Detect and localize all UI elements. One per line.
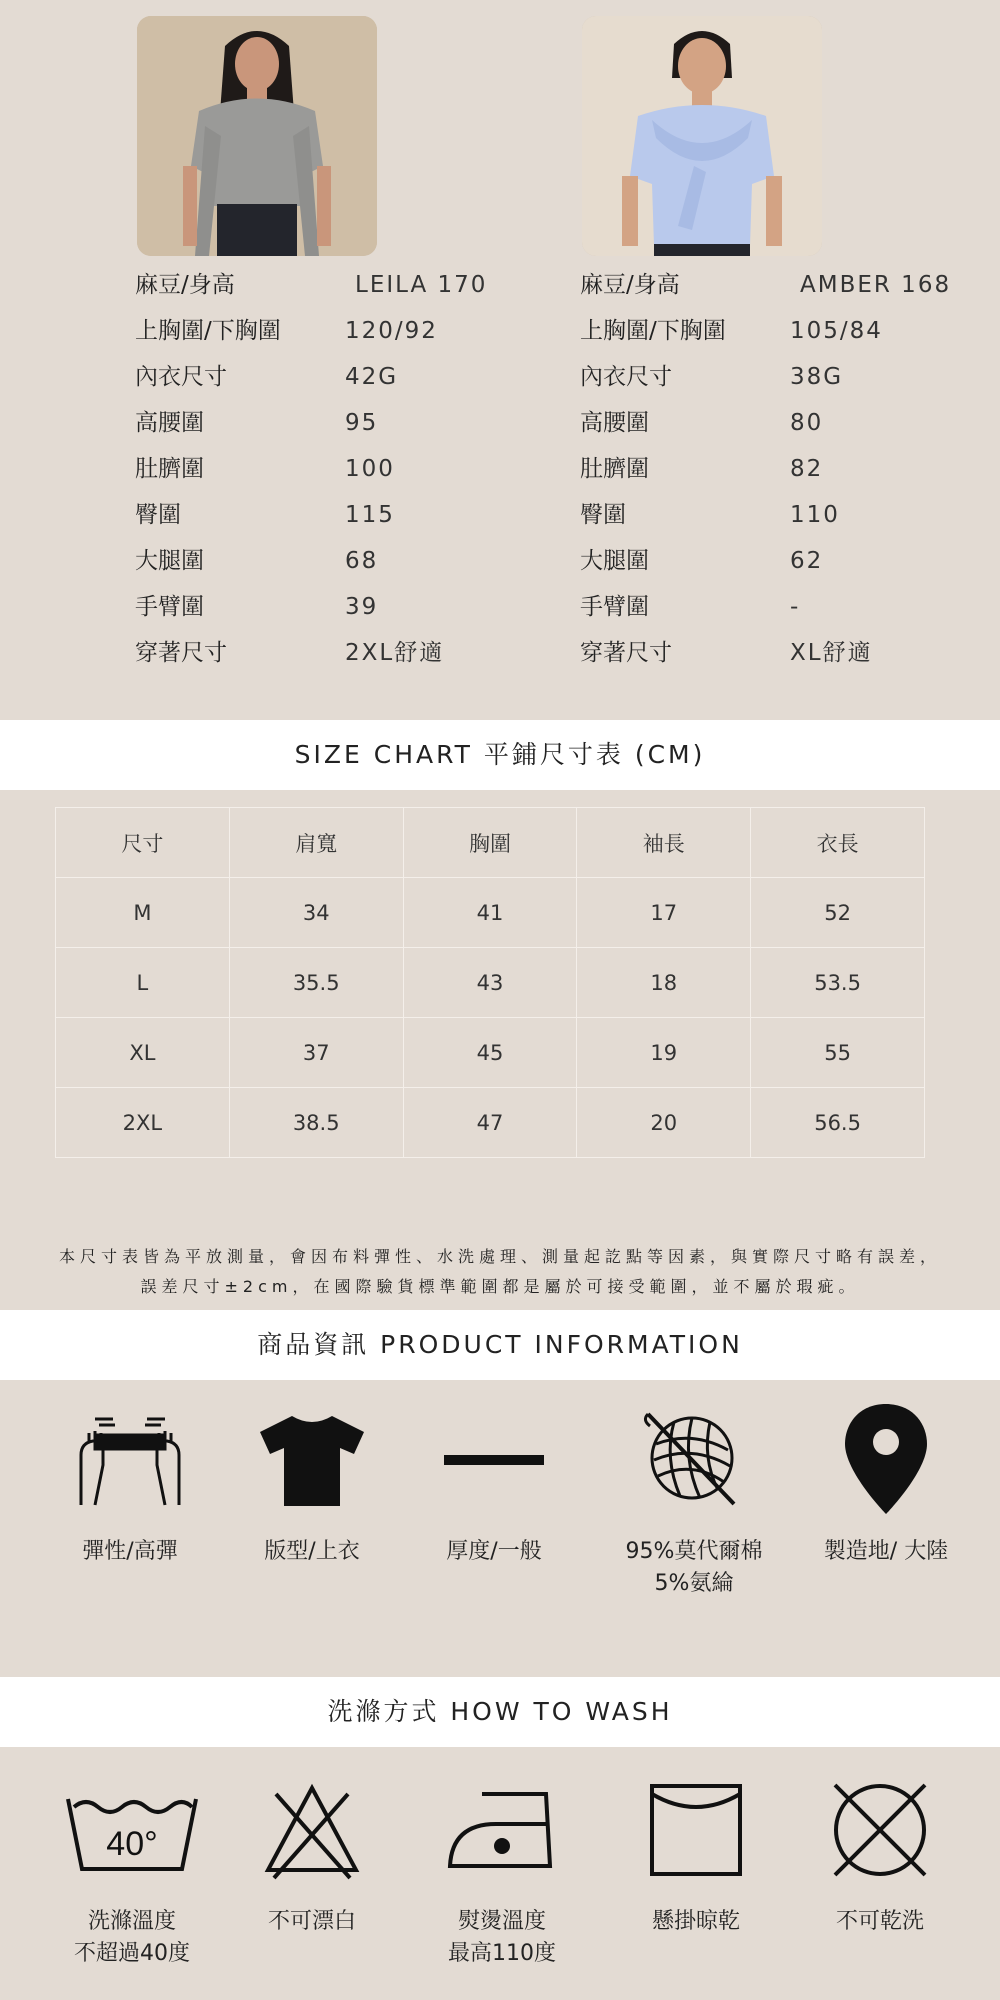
model-measure-row (135, 446, 555, 492)
measure-value: 95 (345, 410, 379, 436)
wash-banner (0, 1677, 1000, 1747)
measure-value: 105/84 (790, 318, 883, 344)
wash-item-iron (412, 1770, 592, 1970)
measure-label: 大腿圍 (580, 548, 649, 574)
measure-label: 內衣尺寸 (580, 364, 672, 390)
table-header-cell: 袖長 (577, 808, 751, 878)
model-measure-row (135, 308, 555, 354)
measure-value: - (790, 594, 801, 620)
measure-value: 100 (345, 456, 395, 482)
model-measure-row (580, 630, 1000, 676)
measurement-note-line-1: 本尺寸表皆為平放測量，會因布料彈性、水洗處理、測量起訖點等因素，與實際尺寸略有誤差， (58, 1247, 941, 1266)
measure-value: 38G (790, 364, 844, 390)
table-header-cell: 肩寬 (229, 808, 403, 878)
measure-label: 麻豆/身高 (580, 272, 680, 298)
table-row (56, 948, 925, 1018)
table-cell: 55 (751, 1018, 925, 1088)
measurement-note (0, 1242, 1000, 1302)
table-cell: 17 (577, 878, 751, 948)
tshirt-icon (222, 1400, 402, 1520)
product-info-item-elasticity (40, 1400, 220, 1568)
model-measure-row (135, 584, 555, 630)
thickness-line-icon (404, 1400, 584, 1520)
measure-value: 39 (345, 594, 379, 620)
measure-value: 115 (345, 502, 395, 528)
measure-value: 62 (790, 548, 824, 574)
caption-hang-dry: 懸掛晾乾 (651, 1909, 740, 1934)
table-cell: XL (56, 1018, 230, 1088)
product-info-banner (0, 1310, 1000, 1380)
measurement-note-line-2: 誤差尺寸±2cm，在國際驗貨標準範圍都是屬於可接受範圍，並不屬於瑕疵。 (140, 1277, 860, 1296)
table-cell: 34 (229, 878, 403, 948)
caption-fit: 版型/上衣 (264, 1539, 360, 1564)
product-info-item-fit (222, 1400, 402, 1568)
caption-wash-temp-2: 不超過40度 (74, 1941, 190, 1966)
product-info-item-thickness (404, 1400, 584, 1568)
model-measure-row (580, 262, 1000, 308)
table-cell: 41 (403, 878, 577, 948)
table-cell: 43 (403, 948, 577, 1018)
caption-origin: 製造地/ 大陸 (823, 1539, 949, 1564)
wash-40-icon (42, 1770, 222, 1890)
measure-label: 手臂圍 (580, 594, 649, 620)
table-cell: 35.5 (229, 948, 403, 1018)
model-measure-row (135, 492, 555, 538)
measure-label: 穿著尺寸 (580, 640, 672, 666)
hang-dry-icon (606, 1770, 786, 1890)
table-cell: 38.5 (229, 1088, 403, 1158)
measure-label: 臀圍 (580, 502, 626, 528)
wash-title: 洗滌方式 HOW TO WASH (327, 1697, 673, 1726)
model-measure-row (580, 584, 1000, 630)
location-pin-icon (796, 1400, 976, 1520)
table-cell: 56.5 (751, 1088, 925, 1158)
measure-value: 120/92 (345, 318, 438, 344)
table-cell: 20 (577, 1088, 751, 1158)
measure-label: 上胸圍/下胸圍 (135, 318, 281, 344)
table-cell: 52 (751, 878, 925, 948)
measure-value: XL舒適 (790, 640, 873, 666)
size-chart-banner (0, 720, 1000, 790)
caption-elasticity: 彈性/高彈 (82, 1539, 178, 1564)
table-cell: 45 (403, 1018, 577, 1088)
model-measure-row (580, 538, 1000, 584)
model-measure-row (580, 446, 1000, 492)
product-info-item-origin (796, 1400, 976, 1568)
no-bleach-icon (222, 1770, 402, 1890)
stretch-icon (40, 1400, 220, 1520)
measure-value: 42G (345, 364, 399, 390)
table-header-cell: 尺寸 (56, 808, 230, 878)
measure-label: 肚臍圍 (135, 456, 204, 482)
product-info-item-material (604, 1400, 784, 1600)
caption-material-1: 95%莫代爾棉 (625, 1539, 763, 1564)
model-photo-amber (582, 16, 822, 256)
measure-value: LEILA 170 (355, 272, 488, 298)
table-row (56, 1088, 925, 1158)
model-measure-row (135, 630, 555, 676)
caption-bleach: 不可漂白 (267, 1909, 356, 1934)
table-row (56, 878, 925, 948)
table-cell: L (56, 948, 230, 1018)
table-cell: 18 (577, 948, 751, 1018)
table-cell: 19 (577, 1018, 751, 1088)
measure-label: 肚臍圍 (580, 456, 649, 482)
table-header-cell: 胸圍 (403, 808, 577, 878)
model-measure-row (580, 400, 1000, 446)
model-measure-row (135, 400, 555, 446)
measure-label: 麻豆/身高 (135, 272, 235, 298)
measure-value: 80 (790, 410, 824, 436)
table-cell: 2XL (56, 1088, 230, 1158)
table-header-cell: 衣長 (751, 808, 925, 878)
wash-item-temperature (42, 1770, 222, 1970)
wash-item-hang-dry (606, 1770, 786, 1938)
table-cell: 53.5 (751, 948, 925, 1018)
wash-temperature-symbol: 40° (106, 1825, 158, 1863)
measure-label: 手臂圍 (135, 594, 204, 620)
model-photo-leila (137, 16, 377, 256)
size-chart-title: SIZE CHART 平鋪尺寸表 (CM) (294, 740, 706, 769)
table-row (56, 1018, 925, 1088)
measure-label: 臀圍 (135, 502, 181, 528)
iron-icon (412, 1770, 592, 1890)
wash-item-bleach (222, 1770, 402, 1938)
measure-label: 高腰圍 (135, 410, 204, 436)
measure-value: 2XL舒適 (345, 640, 445, 666)
wash-item-dry-clean (790, 1770, 970, 1938)
model-measurements-section (0, 0, 1000, 718)
table-cell: 37 (229, 1018, 403, 1088)
model-measure-row (580, 354, 1000, 400)
caption-iron-1: 熨燙溫度 (457, 1909, 546, 1934)
model-measure-row (135, 262, 555, 308)
model-measure-row (580, 492, 1000, 538)
table-cell: M (56, 878, 230, 948)
caption-iron-2: 最高110度 (448, 1941, 556, 1966)
measure-label: 上胸圍/下胸圍 (580, 318, 726, 344)
measure-label: 大腿圍 (135, 548, 204, 574)
size-chart-table (55, 807, 925, 1158)
caption-dry-clean: 不可乾洗 (835, 1909, 924, 1934)
measure-label: 內衣尺寸 (135, 364, 227, 390)
caption-wash-temp-1: 洗滌溫度 (87, 1909, 176, 1934)
measure-value: 110 (790, 502, 840, 528)
no-dry-clean-icon (790, 1770, 970, 1890)
table-header-row (56, 808, 925, 878)
model-measure-row (135, 354, 555, 400)
measure-label: 高腰圍 (580, 410, 649, 436)
table-cell: 47 (403, 1088, 577, 1158)
measure-label: 穿著尺寸 (135, 640, 227, 666)
model-measure-row (135, 538, 555, 584)
measure-value: AMBER 168 (800, 272, 952, 298)
product-info-title: 商品資訊 PRODUCT INFORMATION (257, 1330, 743, 1359)
caption-thickness: 厚度/一般 (446, 1539, 542, 1564)
measure-value: 68 (345, 548, 379, 574)
caption-material-2: 5%氨綸 (654, 1571, 734, 1596)
measure-value: 82 (790, 456, 824, 482)
yarn-ball-icon (604, 1400, 784, 1520)
model-measure-row (580, 308, 1000, 354)
